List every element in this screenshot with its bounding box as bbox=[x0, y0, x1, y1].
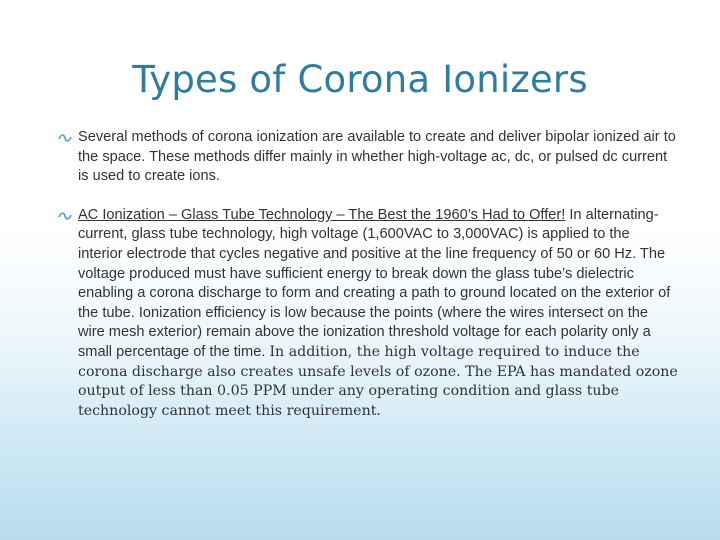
wave-bullet-icon bbox=[58, 131, 72, 145]
bullet-body-serif: In addition, the high voltage required to induce the corona discharge also creates unsafe levels of ozone. The EPA has mandated ozone output of less than 0.05 PPM under any operating condition and glass tube technology cannot meet this requirement. bbox=[78, 343, 678, 419]
bullet-heading: AC Ionization – Glass Tube Technology – The Best the 1960’s Had to Offer! bbox=[78, 206, 566, 223]
bullet-item bbox=[58, 128, 678, 187]
bullet-list bbox=[58, 128, 678, 421]
bullet-text: Several methods of corona ionization are available to create and deliver bipolar ionized air to the space. These methods differ mainly in whether high-voltage ac, dc, or pulsed dc current is used to create ions. bbox=[78, 129, 676, 185]
bullet-body: In alternating-current, glass tube technology, high voltage (1,600VAC to 3,000VAC) is applied to the interior electrode that cycles negative and positive at the line frequency of 50 or 60 Hz. The voltage produced must have sufficient energy to break down the glass tube’s dielectric enabling a corona discharge to form and creating a path to ground located on the exterior of the tube. Ionization efficiency is low because the points (where the wires intersect on the wire mesh exterior) remain above the ionization threshold voltage for each polarity only a small percentage of the time. bbox=[78, 206, 671, 360]
wave-bullet-icon bbox=[58, 209, 72, 223]
slide-title: Types of Corona Ionizers bbox=[132, 58, 588, 101]
bullet-item bbox=[58, 206, 678, 422]
